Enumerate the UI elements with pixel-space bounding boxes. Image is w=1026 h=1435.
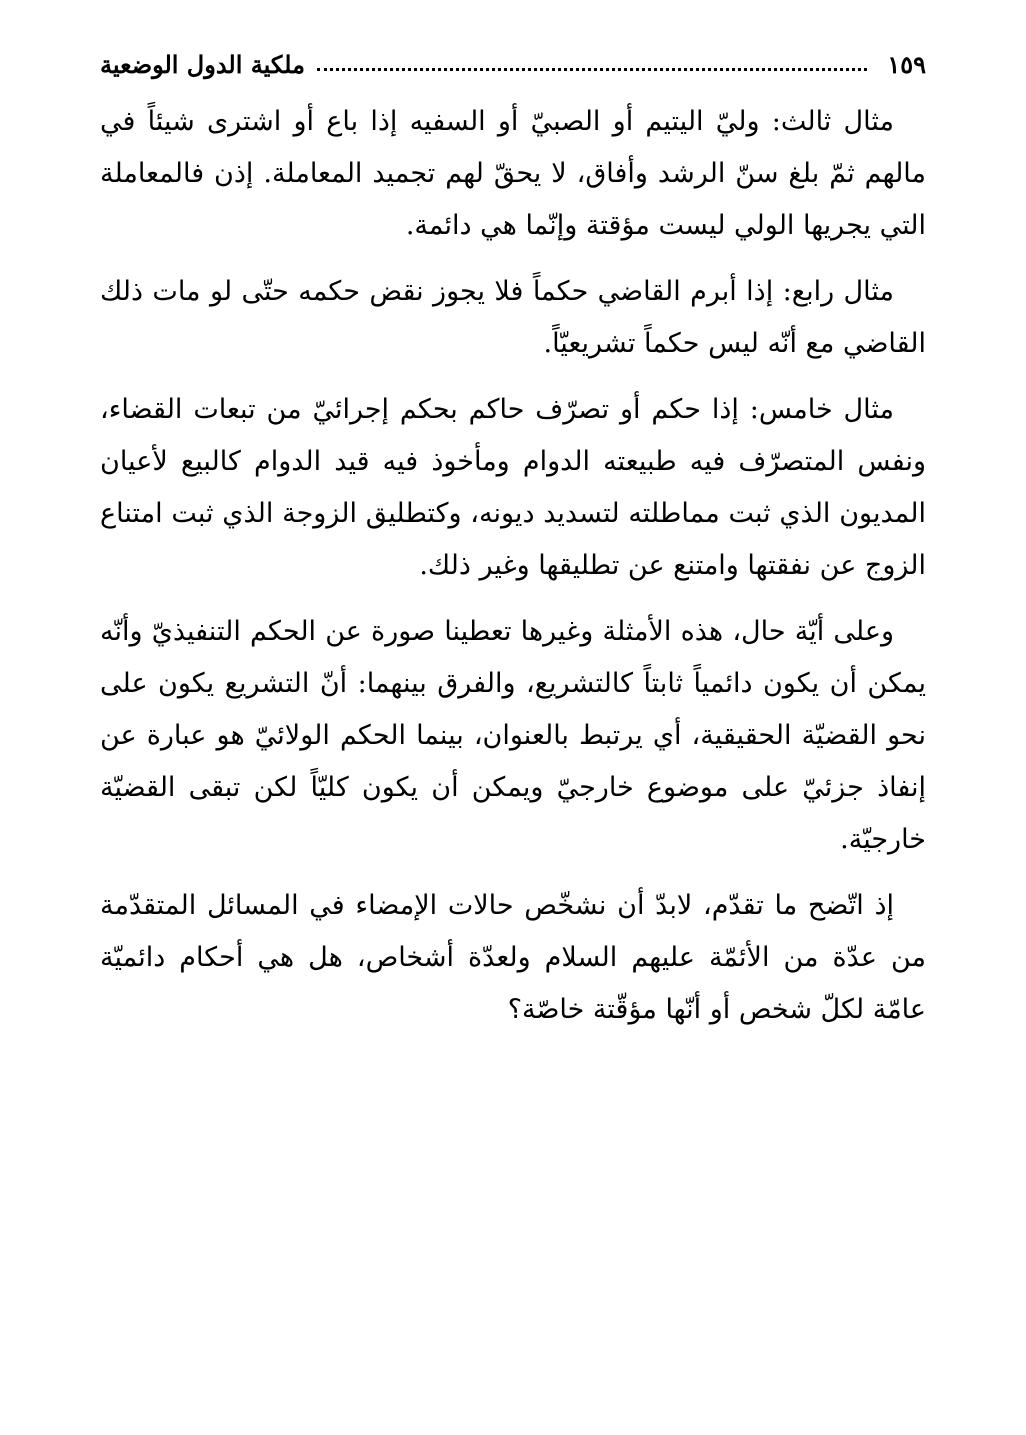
running-header: [100, 44, 926, 84]
paragraph-comparison: وعلى أيّة حال، هذه الأمثلة وغيرها تعطينا صورة عن الحكم التنفيذيّ وأنّه يمكن أن يكون دائمياً ثابتاً كالتشريع، والفرق بينهما: أنّ التشريع يكون على نحو القضيّة الحقيقية، أي يرتبط بالعنوان، بينما الحكم الولائيّ هو عبارة عن إنفاذ جزئيّ على موضوع خارجيّ ويمكن أن يكون كليّاً لكن تبقى القضيّة خارجيّة.: [100, 616, 926, 855]
page-body: [100, 96, 926, 1036]
paragraph-example-three: مثال ثالث: وليّ اليتيم أو الصبيّ أو السفيه إذا باع أو اشترى شيئاً في مالهم ثمّ بلغ سنّ الرشد وأفاق، لا يحقّ لهم تجميد المعاملة. إذن فالمعاملة التي يجريها الولي ليست مؤقتة وإنّما هي دائمة.: [100, 106, 926, 241]
page-number: ١٥٩: [887, 49, 926, 79]
book-title: ملكية الدول الوضعية: [100, 49, 305, 79]
leader-dots: [317, 68, 867, 71]
paragraph-example-four: مثال رابع: إذا أبرم القاضي حكماً فلا يجوز نقض حكمه حتّى لو مات ذلك القاضي مع أنّه ليس حكماً تشريعيّاً.: [100, 276, 926, 359]
paragraph-conclusion: إذ اتّضح ما تقدّم، لابدّ أن نشخّص حالات الإمضاء في المسائل المتقدّمة من عدّة من الأئمّة عليهم السلام ولعدّة أشخاص، هل هي أحكام دائميّة عامّة لكلّ شخص أو أنّها مؤقّتة خاصّة؟: [100, 890, 926, 1025]
paragraph-example-five: مثال خامس: إذا حكم أو تصرّف حاكم بحكم إجرائيّ من تبعات القضاء، ونفس المتصرّف فيه طبيعته الدوام ومأخوذ فيه قيد الدوام كالبيع لأعيان المديون الذي ثبت مماطلته لتسديد ديونه، وكتطليق الزوجة الذي ثبت امتناع الزوج عن نفقتها وامتنع عن تطليقها وغير ذلك.: [100, 394, 926, 581]
